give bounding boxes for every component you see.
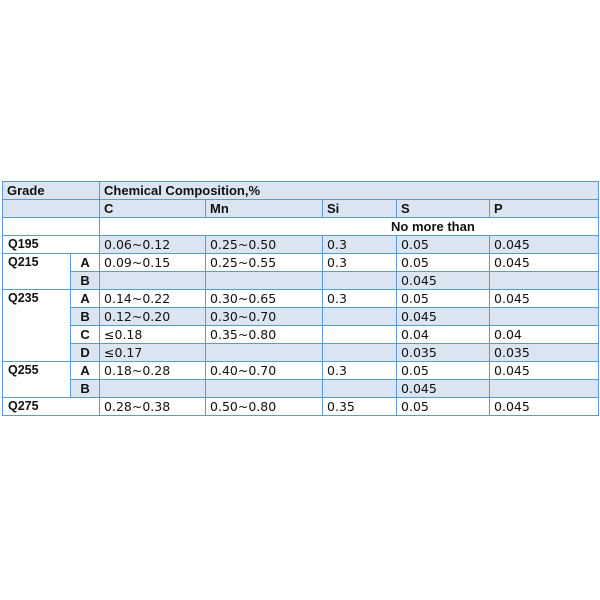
grade-cell: Q275 xyxy=(3,398,100,416)
mn-value xyxy=(206,272,323,290)
table-row xyxy=(3,290,599,308)
c-value: 0.18~0.28 xyxy=(100,362,206,380)
column-header-si: Si xyxy=(323,200,397,218)
p-value xyxy=(490,308,599,326)
si-value xyxy=(323,344,397,362)
s-value: 0.035 xyxy=(397,344,490,362)
limit-note-row xyxy=(3,218,599,236)
class-cell: A xyxy=(71,362,100,380)
chemical-composition-table xyxy=(2,181,599,416)
c-value xyxy=(100,272,206,290)
table-row xyxy=(3,326,599,344)
c-value: 0.06~0.12 xyxy=(100,236,206,254)
table-row xyxy=(3,254,599,272)
s-value: 0.05 xyxy=(397,290,490,308)
column-header-s: S xyxy=(397,200,490,218)
table-body xyxy=(3,182,599,416)
mn-value xyxy=(206,344,323,362)
mn-value: 0.40~0.70 xyxy=(206,362,323,380)
limit-note-text: No more than xyxy=(391,219,475,234)
s-value: 0.05 xyxy=(397,236,490,254)
si-value: 0.3 xyxy=(323,290,397,308)
si-value: 0.35 xyxy=(323,398,397,416)
si-value xyxy=(323,272,397,290)
mn-value: 0.50~0.80 xyxy=(206,398,323,416)
column-header-mn: Mn xyxy=(206,200,323,218)
grade-cell: Q195 xyxy=(3,236,100,254)
p-value: 0.035 xyxy=(490,344,599,362)
si-value xyxy=(323,380,397,398)
s-value: 0.05 xyxy=(397,398,490,416)
grade-cell: Q255 xyxy=(3,362,71,398)
s-value: 0.05 xyxy=(397,362,490,380)
c-value: 0.09~0.15 xyxy=(100,254,206,272)
mn-value: 0.30~0.65 xyxy=(206,290,323,308)
s-value: 0.05 xyxy=(397,254,490,272)
grade-cell: Q235 xyxy=(3,290,71,362)
si-value: 0.3 xyxy=(323,362,397,380)
class-cell: D xyxy=(71,344,100,362)
table-row xyxy=(3,308,599,326)
class-cell: A xyxy=(71,254,100,272)
c-value: ≤0.18 xyxy=(100,326,206,344)
p-value xyxy=(490,380,599,398)
mn-value: 0.25~0.55 xyxy=(206,254,323,272)
element-header-row xyxy=(3,200,599,218)
mn-value: 0.35~0.80 xyxy=(206,326,323,344)
class-cell: B xyxy=(71,380,100,398)
class-cell: B xyxy=(71,272,100,290)
si-value xyxy=(323,308,397,326)
p-value: 0.045 xyxy=(490,254,599,272)
header-row xyxy=(3,182,599,200)
p-value: 0.04 xyxy=(490,326,599,344)
table-row xyxy=(3,362,599,380)
s-value: 0.04 xyxy=(397,326,490,344)
chemical-composition-header: Chemical Composition,% xyxy=(100,182,599,200)
grade-header-blank xyxy=(3,200,100,218)
mn-value: 0.30~0.70 xyxy=(206,308,323,326)
limit-note-cell xyxy=(100,218,599,236)
class-cell: B xyxy=(71,308,100,326)
table-row xyxy=(3,236,599,254)
limit-note-blank xyxy=(3,218,100,236)
table-row xyxy=(3,344,599,362)
p-value: 0.045 xyxy=(490,362,599,380)
s-value: 0.045 xyxy=(397,308,490,326)
c-value: ≤0.17 xyxy=(100,344,206,362)
p-value: 0.045 xyxy=(490,236,599,254)
c-value: 0.14~0.22 xyxy=(100,290,206,308)
table-row xyxy=(3,380,599,398)
s-value: 0.045 xyxy=(397,272,490,290)
p-value: 0.045 xyxy=(490,398,599,416)
mn-value xyxy=(206,380,323,398)
table-row xyxy=(3,398,599,416)
p-value: 0.045 xyxy=(490,290,599,308)
c-value: 0.12~0.20 xyxy=(100,308,206,326)
grade-cell: Q215 xyxy=(3,254,71,290)
c-value: 0.28~0.38 xyxy=(100,398,206,416)
table-row xyxy=(3,272,599,290)
column-header-c: C xyxy=(100,200,206,218)
grade-header: Grade xyxy=(3,182,100,200)
class-cell: C xyxy=(71,326,100,344)
mn-value: 0.25~0.50 xyxy=(206,236,323,254)
c-value xyxy=(100,380,206,398)
s-value: 0.045 xyxy=(397,380,490,398)
p-value xyxy=(490,272,599,290)
si-value: 0.3 xyxy=(323,254,397,272)
column-header-p: P xyxy=(490,200,599,218)
si-value xyxy=(323,326,397,344)
class-cell: A xyxy=(71,290,100,308)
si-value: 0.3 xyxy=(323,236,397,254)
